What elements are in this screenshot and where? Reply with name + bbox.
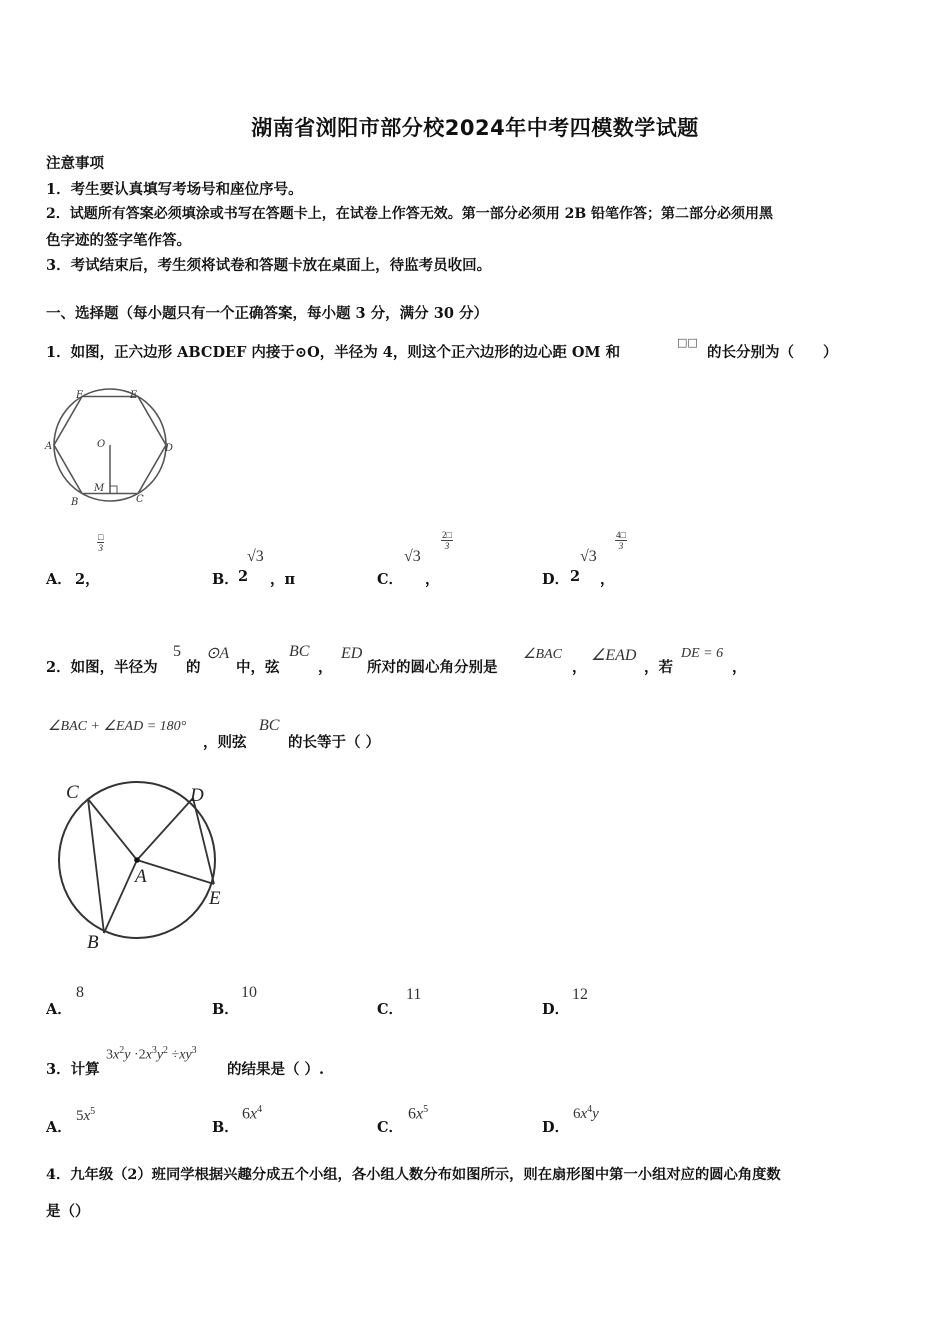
q2-option-A-letter: A． xyxy=(46,1001,72,1018)
q1-option-D-frac-den: 3 xyxy=(618,541,624,551)
q3-option-D-expr: $6x^4y$ xyxy=(573,1104,599,1122)
q1-hexagon-figure xyxy=(44,385,174,510)
q2-option-D-value: 12 xyxy=(572,986,588,1003)
q3-stem-2: 的结果是（ ）. xyxy=(227,1061,325,1078)
q2-chord-BC-2: BC xyxy=(259,717,280,734)
q1-label-C: C xyxy=(136,494,144,505)
q2-stem-1: 2．如图，半径为 xyxy=(46,659,158,676)
q2-stem-6: ，则弦 xyxy=(203,734,247,751)
q1-label-A: A xyxy=(45,441,53,452)
q2-radius-AE xyxy=(137,860,214,884)
q2-label-D: D xyxy=(190,785,204,806)
q3-option-B-expr: $6x^4$ xyxy=(242,1104,263,1123)
q2-label-C: C xyxy=(66,782,79,803)
q1-option-D-tail: ， xyxy=(600,571,615,588)
q2-radius-AC xyxy=(88,799,137,860)
q1-label-B: B xyxy=(71,497,79,508)
q2-angle-EAD: ∠EAD xyxy=(591,647,637,664)
q1-option-C-frac-num: 2□ xyxy=(442,530,452,540)
q2-option-C-value: 11 xyxy=(406,986,422,1003)
q2-center-point xyxy=(134,857,140,863)
q1-right-angle-mark xyxy=(110,486,117,494)
q2-radius-AD xyxy=(137,798,193,860)
q3-expression: $3x^2y \cdot 2x^3y^2 \div xy^3$ xyxy=(106,1045,197,1063)
q2-label-E: E xyxy=(209,888,221,909)
q1-label-F: F xyxy=(76,390,83,401)
q1-label-O: O xyxy=(97,439,106,450)
q1-label-E: E xyxy=(130,390,138,401)
q2-label-B: B xyxy=(87,932,99,953)
q1-stem-end: 的长分别为（ ） xyxy=(707,344,838,361)
q3-option-A-expr: $5x^5$ xyxy=(76,1106,96,1124)
q1-option-D-fraction xyxy=(615,530,627,551)
q2-comma-2: ， xyxy=(572,659,587,676)
q2-stem-5: ，若 xyxy=(644,659,673,676)
q1-option-A-value: 2， xyxy=(75,571,100,588)
notice-heading: 注意事项 xyxy=(46,155,104,172)
q1-option-C-fraction xyxy=(441,530,453,551)
q1-option-C-letter: C． xyxy=(377,571,404,588)
q2-radius-AB xyxy=(104,860,137,933)
q1-option-A-letter: A． xyxy=(46,571,72,588)
q2-comma-1: ， xyxy=(318,659,333,676)
q2-label-A: A xyxy=(135,866,147,887)
q3-stem-1: 3．计算 xyxy=(46,1061,100,1078)
q1-stem: 1．如图，正六边形 ABCDEF 内接于⊙O，半径为 4，则这个正六边形的边心距 OM 和 xyxy=(46,344,621,361)
q1-option-B-value: 2 xyxy=(238,568,249,585)
q2-option-A-value: 8 xyxy=(76,984,84,1001)
page-title: 湖南省浏阳市部分校2024年中考四模数学试题 xyxy=(251,116,699,140)
q1-option-C-sqrt: √3 xyxy=(404,548,421,565)
q2-option-C-letter: C． xyxy=(377,1001,404,1018)
q2-angle-BAC: ∠BAC xyxy=(523,647,562,662)
q2-option-B-value: 10 xyxy=(241,984,257,1001)
q2-chord-CB xyxy=(88,799,104,933)
q2-radius: 5 xyxy=(173,643,181,660)
q2-option-B-letter: B． xyxy=(212,1001,239,1018)
q1-placeholder: □□ xyxy=(677,336,698,349)
q1-label-M: M xyxy=(94,483,105,494)
q2-stem-4: 所对的圆心角分别是 xyxy=(367,659,498,676)
q3-option-A-letter: A． xyxy=(46,1119,72,1136)
q1-option-D-value: 2 xyxy=(570,568,581,585)
q3-option-C-letter: C． xyxy=(377,1119,404,1136)
q1-option-A-frac-num: □ xyxy=(98,532,104,542)
q2-angle-sum: ∠BAC + ∠EAD = 180° xyxy=(48,719,187,734)
q1-option-B-tail: ，π xyxy=(270,571,296,588)
q2-stem-7: 的长等于（ ） xyxy=(288,734,381,751)
q1-option-D-letter: D． xyxy=(542,571,570,588)
q2-stem-3: 中，弦 xyxy=(236,659,280,676)
q4-stem-line-2: 是（） xyxy=(46,1203,90,1220)
q2-stem-2: 的 xyxy=(186,659,201,676)
q2-option-D-letter: D． xyxy=(542,1001,570,1018)
q2-chord-DE xyxy=(193,798,214,884)
q4-stem-line-1: 4．九年级（2）班同学根据兴趣分成五个小组，各小组人数分布如图所示，则在扇形图中第一小组对应的圆心角度数 xyxy=(46,1167,781,1183)
q2-circle-A: ⊙A xyxy=(206,645,230,662)
q1-option-A-fraction xyxy=(97,532,104,553)
q1-option-C-frac-den: 3 xyxy=(444,541,450,551)
notice-item-2: 2．试题所有答案必须填涂或书写在答题卡上，在试卷上作答无效。第一部分必须用 2B 铅笔作答；第二部分必须用黑 xyxy=(46,206,774,222)
notice-item-2-cont: 色字迹的签字笔作答。 xyxy=(46,232,191,249)
notice-item-1: 1．考生要认真填写考场号和座位序号。 xyxy=(46,181,303,198)
q1-option-D-frac-num: 4□ xyxy=(616,530,626,540)
q2-DE-value: DE = 6 xyxy=(681,646,724,661)
q2-chord-ED: ED xyxy=(341,645,363,662)
q3-option-D-letter: D． xyxy=(542,1119,570,1136)
q1-label-D: D xyxy=(165,443,174,454)
q1-option-D-sqrt: √3 xyxy=(580,548,597,565)
q1-option-A-frac-den: 3 xyxy=(98,543,103,553)
q1-option-B-sqrt: √3 xyxy=(247,548,264,565)
q2-comma-3: ， xyxy=(732,659,747,676)
q3-option-C-expr: $6x^5$ xyxy=(408,1104,429,1123)
q1-option-B-letter: B． xyxy=(212,571,239,588)
q3-option-B-letter: B． xyxy=(212,1119,239,1136)
q2-circle-figure xyxy=(55,780,235,955)
notice-item-3: 3．考试结束后，考生须将试卷和答题卡放在桌面上，待监考员收回。 xyxy=(46,257,492,274)
section-heading: 一、选择题（每小题只有一个正确答案，每小题 3 分，满分 30 分） xyxy=(46,305,488,322)
q2-chord-BC: BC xyxy=(289,643,310,660)
q1-option-C-tail: ， xyxy=(425,571,440,588)
